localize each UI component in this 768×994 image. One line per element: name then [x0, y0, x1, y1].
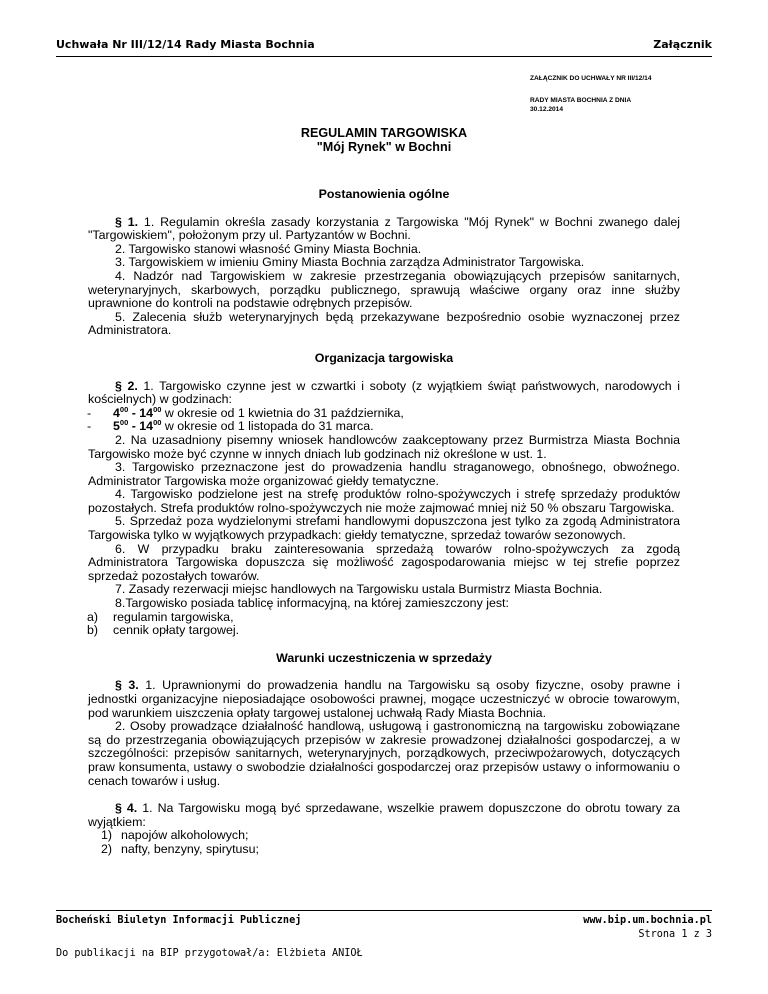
header-attachment-label: Załącznik — [653, 38, 712, 51]
header-resolution-title: Uchwała Nr III/12/14 Rady Miasta Bochnia — [56, 38, 315, 51]
list-item — [88, 624, 680, 638]
page-footer — [56, 910, 712, 959]
list-item — [88, 843, 680, 857]
hours-range: $4^{00} - 14^{00}$ — [113, 404, 162, 420]
paragraph-2-1 — [88, 380, 680, 407]
list-marker: - — [87, 419, 92, 434]
paragraph-text: 1. Na Targowisku mogą być sprzedawane, wszelkie prawem dopuszczone do obrotu towary za wyjątkiem: — [88, 801, 680, 829]
list-marker: b) — [87, 623, 99, 638]
paragraph-2-3: 3. Targowisko przeznaczone jest do prowadzenia handlu straganowego, obnośnego, obwoźnego. Administrator Targowiska może organizować giełdy tematyczne. — [88, 460, 680, 488]
paragraph-1-5: 5. Zalecenia służb weterynaryjnych będą przekazywane bezpośrednio osobie wyznaczonej przez Administratora. — [88, 309, 680, 338]
section-heading-participation: Warunki uczestniczenia w sprzedaży — [276, 650, 492, 665]
paragraph-text: 1. Uprawnionymi do prowadzenia handlu na Targowisku są osoby fizyczne, osoby prawne i jednostki organizacyjne nieposiadające osobowości prawnej, mogące uczestniczyć w obrocie towarowym, pod warunkiem uiszczenia opłaty targowej ustalonej uchwałą Rady Miasta Bochnia. — [88, 678, 680, 720]
paragraph-4-1 — [88, 802, 680, 829]
list-text: cennik opłaty targowej. — [113, 623, 240, 638]
hours-period: w okresie od 1 listopada do 31 marca. — [161, 419, 374, 434]
paragraph-2-6: 6. W przypadku braku zainteresowania sprzedażą towarów rolno-spożywczych za zgodą Administratora Targowiska dopuszcza się możliwość zagospodarowania miejsc w tej strefie poprzez sprzedaż pozostałych towarów. — [88, 541, 680, 583]
paragraph-label: § 1. — [115, 214, 139, 229]
document-body — [88, 126, 680, 857]
list-text: nafty, benzyny, spirytusu; — [121, 841, 259, 856]
list-text: napojów alkoholowych; — [121, 828, 249, 843]
paragraph-2-2: 2. Na uzasadniony pisemny wniosek handlowców zaakceptowany przez Burmistrza Miasta Bochnia Targowisko może być czynne w innych dniach lub godzinach niż określone w ust. 1. — [88, 432, 680, 461]
footer-publisher: Bocheński Biuletyn Informacji Publicznej — [56, 915, 302, 926]
list-item — [88, 829, 680, 843]
paragraph-2-8: 8.Targowisko posiada tablicę informacyjną, na której zamieszczony jest: — [115, 596, 509, 611]
paragraph-text: 1. Regulamin określa zasady korzystania z Targowiska "Mój Rynek" w Bochni zwanego dalej "Targowiskiem", położonym przy ul. Partyzantów w Bochni. — [88, 214, 680, 243]
paragraph-3-2: 2. Osoby prowadzące działalność handlową, usługową i gastronomiczną na targowisku zobowiązane są do przestrzegania obowiązujących przepisów w zakresie prowadzonej działalności gospodarczej, a w szczególności: przepisów sanitarnych, weterynaryjnych, porządkowych, przeciwpożarowych, dotyczących praw konsumenta, ustawy o swobodzie działalności gospodarczej oraz przepisów ustawy o informowaniu o cenach towarów i usług. — [88, 719, 680, 788]
paragraph-label: § 3. — [115, 678, 139, 693]
footer-url[interactable]: www.bip.um.bochnia.pl — [583, 915, 712, 926]
paragraph-1-1 — [88, 216, 680, 243]
paragraph-label: § 2. — [115, 378, 138, 393]
list-marker: a) — [87, 609, 99, 624]
list-marker: 2) — [101, 841, 113, 856]
footer-prepared-by: Do publikacji na BIP przygotował/a: Elżbieta ANIOŁ — [56, 948, 363, 959]
list-marker: 1) — [101, 828, 113, 843]
paragraph-2-7: 7. Zasady rezerwacji miejsc handlowych na Targowisku ustala Burmistrz Miasta Bochnia. — [115, 582, 603, 597]
hours-item — [88, 420, 680, 434]
section-heading-general: Postanowienia ogólne — [318, 187, 450, 201]
paragraph-1-2: 2. Targowisko stanowi własność Gminy Miasta Bochnia. — [115, 241, 422, 256]
paragraph-1-3: 3. Targowiskiem w imieniu Gminy Miasta Bochnia zarządza Administrator Targowiska. — [115, 255, 585, 270]
list-marker: - — [87, 405, 92, 420]
section-heading-organization: Organizacja targowiska — [314, 350, 454, 365]
paragraph-text: 1. Targowisko czynne jest w czwartki i soboty (z wyjątkiem świąt państwowych, narodowych i kościelnych) w godzinach: — [88, 378, 681, 407]
paragraph-2-5: 5. Sprzedaż poza wydzielonymi strefami handlowymi dopuszczona jest tylko za zgodą Administratora Targowiska tylko w wyjątkowych przypadkach: giełdy tematyczne, sprzedaż towarów sezonowych. — [88, 514, 680, 543]
hours-range: $5^{00} - 14^{00}$ — [113, 418, 162, 434]
meta-council-line: RADY MIASTA BOCHNIA Z DNIA — [530, 97, 632, 104]
list-text: regulamin targowiska, — [113, 609, 234, 624]
document-subtitle: "Mój Rynek" w Bochni — [316, 140, 452, 154]
page-header — [56, 34, 712, 57]
footer-page-number: Strona 1 z 3 — [638, 929, 712, 940]
paragraph-2-4: 4. Targowisko podzielone jest na strefę produktów rolno-spożywczych i strefę sprzedaży produktów pozostałych. Strefa produktów rolno-spożywczych nie może zajmować mniej niż 50 % obszaru Targowiska. — [88, 487, 680, 515]
document-title: REGULAMIN TARGOWISKA — [300, 126, 468, 140]
paragraph-label: § 4. — [115, 801, 138, 816]
paragraph-1-4: 4. Nadzór nad Targowiskiem w zakresie przestrzegania obowiązujących przepisów sanitarnych, weterynaryjnych, skarbowych, porządku publicznego, sprawują właściwe organy oraz inne służby uprawnione do kontroli na podstawie odrębnych przepisów. — [88, 268, 680, 311]
list-item — [88, 611, 680, 625]
meta-date-line: 30.12.2014 — [530, 105, 564, 113]
hours-period: w okresie od 1 kwietnia do 31 października, — [161, 405, 404, 420]
meta-attachment-line: ZAŁĄCZNIK DO UCHWAŁY NR III/12/14 — [530, 75, 652, 82]
paragraph-3-1 — [88, 679, 680, 720]
